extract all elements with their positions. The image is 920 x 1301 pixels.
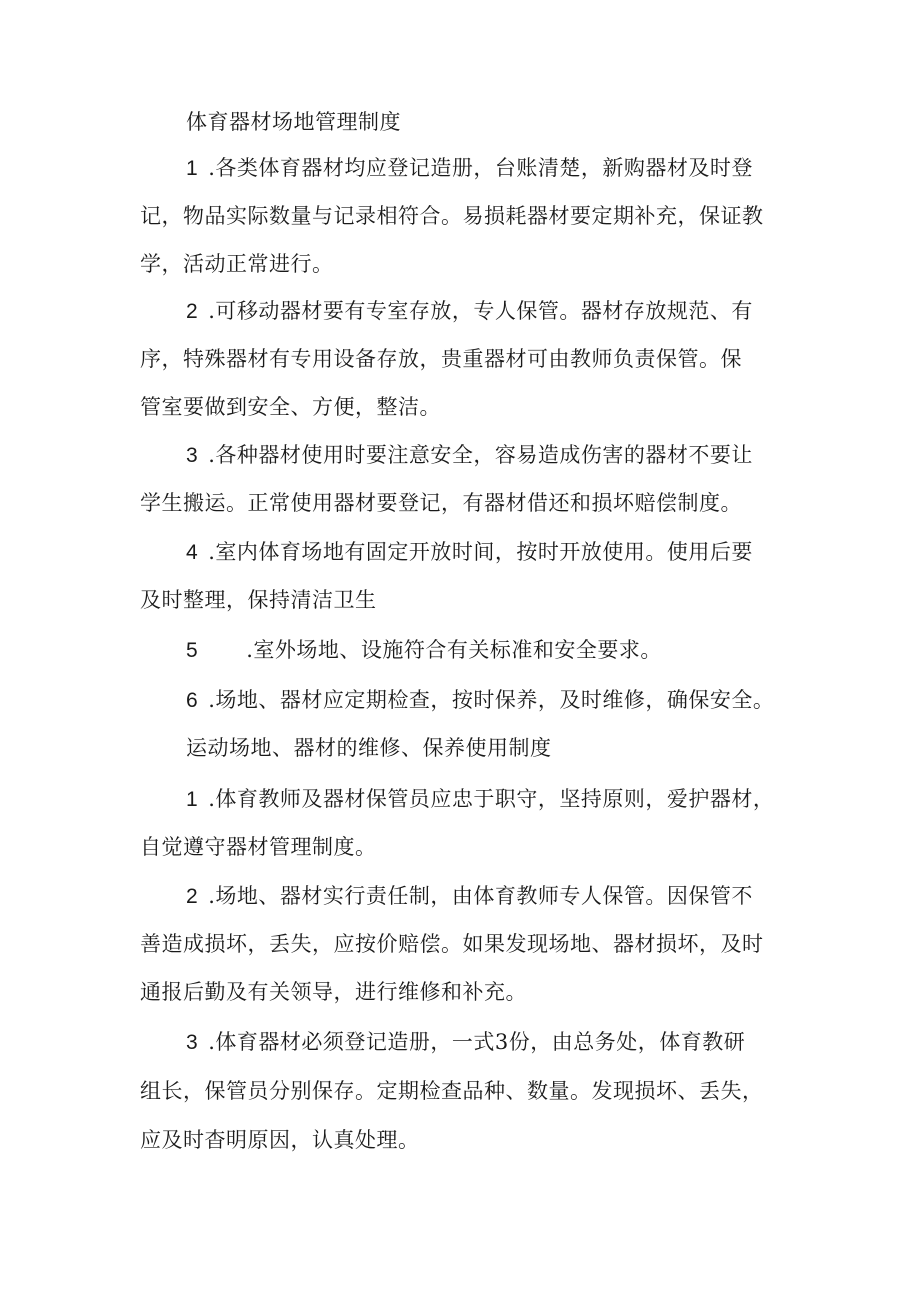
- s2-item1-line1: 1 .体育教师及器材保管员应忠于职守，坚持原则，爱护器材，: [186, 787, 775, 811]
- s1-item1-line1: 1 .各类体育器材均应登记造册，台账清楚，新购器材及时登: [186, 156, 753, 180]
- s1-item3-line1: 3 .各种器材使用时要注意安全，容易造成伤害的器材不要让: [186, 443, 753, 467]
- item-number: 1: [186, 788, 199, 811]
- s2-item2-line1: 2 .场地、器材实行责任制，由体育教师专人保管。因保管不: [186, 884, 753, 908]
- item-number: 3: [186, 444, 199, 467]
- s1-item5-line1: 5 .室外场地、设施符合有关标准和安全要求。: [186, 638, 662, 662]
- item-number: 3: [186, 1031, 199, 1054]
- s2-item1-line2: 自觉遵守器材管理制度。: [140, 835, 377, 859]
- s2-item3-line3: 应及时杳明原因，认真处理。: [140, 1128, 420, 1152]
- s1-item3-line2: 学生搬运。正常使用器材要登记，有器材借还和损坏赔偿制度。: [140, 491, 742, 515]
- item-number: 4: [186, 541, 199, 564]
- item-number: 1: [186, 157, 199, 180]
- s1-item2-line3: 管室要做到安全、方便，整洁。: [140, 395, 441, 419]
- s1-item1-line2: 记，物品实际数量与记录相符合。易损耗器材要定期补充，保证教: [140, 204, 764, 228]
- s1-item2-line1: 2 .可移动器材要有专室存放，专人保管。器材存放规范、有: [186, 299, 753, 323]
- item-number: 2: [186, 300, 199, 323]
- heading-maintenance-rules: 运动场地、器材的维修、保养使用制度: [186, 736, 552, 760]
- s1-item2-line2: 序，特殊器材有专用设备存放，贵重器材可由教师负责保管。保: [140, 347, 742, 371]
- item-number: 2: [186, 885, 199, 908]
- s2-item3-line1: 3 .体育器材必须登记造册，一式3份，由总务处，体育教研: [186, 1030, 746, 1054]
- heading-equipment-management: 体育器材场地管理制度: [186, 110, 401, 134]
- s1-item6-line1: 6 .场地、器材应定期检查，按时保养，及时维修，确保安全。: [186, 688, 775, 712]
- item-number: 6: [186, 689, 199, 712]
- s2-item2-line3: 通报后勤及有关领导，进行维修和补充。: [140, 980, 527, 1004]
- s2-item3-line2: 组长，保管员分别保存。定期检查品种、数量。发现损坏、丢失，: [140, 1079, 764, 1103]
- s1-item1-line3: 学，活动正常进行。: [140, 252, 334, 276]
- s2-item2-line2: 善造成损坏，丢失，应按价赔偿。如果发现场地、器材损坏，及时: [140, 932, 764, 956]
- s1-item4-line1: 4 .室内体育场地有固定开放时间，按时开放使用。使用后要: [186, 540, 753, 564]
- item-number: 5: [186, 639, 199, 662]
- s1-item4-line2: 及时整理，保持清洁卫生: [140, 588, 377, 612]
